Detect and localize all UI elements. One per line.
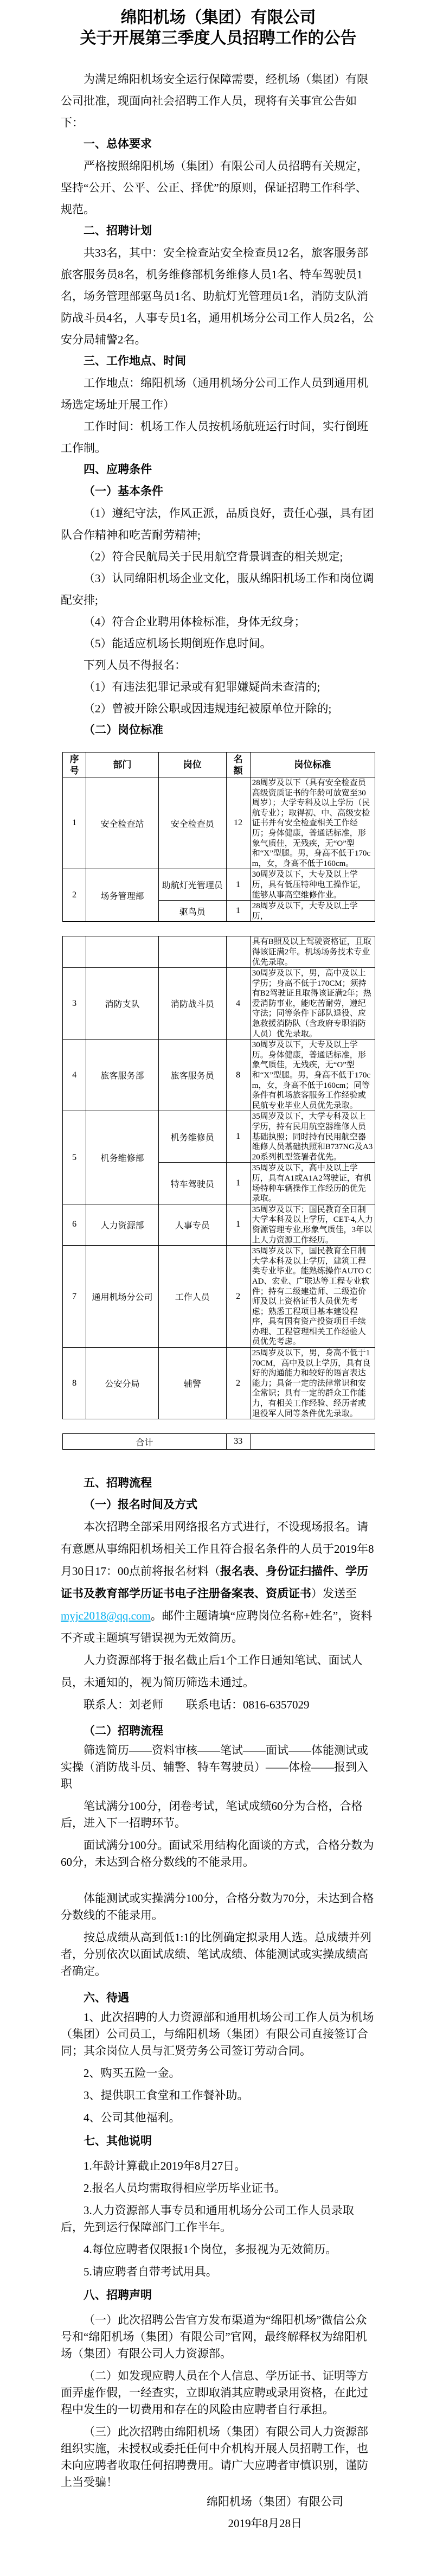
plan-paragraph: 共33名，其中：安全检查站安全检查员12名，旅客服务部旅客服务员8名，机务维修部机务维修人员1名、特车驾驶员1名，场务管理部驱鸟员1名、助航灯光管理员1名，消防支队消防战斗员4名，人事专员1名，通用机场分公司工作人员2名，公安分局辅警2名。: [61, 246, 374, 346]
statement-item: （一）此次招聘公告官方发布渠道为“绵阳机场”微信公众号和“绵阳机场（集团）有限公司”官网，最终解释权为绵阳机场（集团）有限公司人力资源部。: [61, 2313, 367, 2361]
table-row: [63, 1246, 375, 1348]
welfare-item: 2、购买五险一金。: [84, 2067, 181, 2080]
final-selection-paragraph: 按总成绩从高到低1:1的比例确定拟录用人选。总成绩并列者，分别依次以面试成绩、笔试成绩、体能测试或实操成绩高者确定。: [61, 1931, 371, 1978]
row-dept: 机务维修部: [86, 1111, 159, 1204]
row-standard: 30周岁及以下，大专及以上学历。身体健康，普通话标准，形象气质佳，无残疾，无“O”型和“X”型腿。男，身高不低于170cm，女，身高不低于160cm；同等条件有机场旅客服务工作经验或民航专业毕业人员优先录取。: [250, 1040, 375, 1111]
col-header-post: 岗位: [158, 753, 226, 777]
total-quota: 33: [226, 1434, 250, 1450]
row-no: 6: [63, 1204, 86, 1245]
row-no: 1: [63, 777, 86, 869]
intro-paragraph: 为满足绵阳机场安全运行保障需要，经机场（集团）有限公司批准，现面向社会招聘工作人员，现将有关事宜公告如下：: [61, 73, 368, 129]
row-no: 8: [63, 1348, 86, 1419]
row-standard: 具有B照及以上驾驶资格证，且取得该证满2年。机场场务技术专业优先录取。: [250, 936, 375, 968]
work-time-paragraph: 工作时间：机场工作人员按机场航班运行时间，实行倒班工作制。: [61, 420, 368, 455]
row-quota: 4: [226, 968, 250, 1040]
position-table-part1: [62, 752, 375, 922]
work-location-paragraph: 工作地点：绵阳机场（通用机场分公司工作人员到通用机场选定场址开展工作）: [61, 377, 368, 411]
not-allowed-item: （2）曾被开除公职或因违规违纪被原单位开除的;: [84, 702, 332, 715]
doc-title-line1: 绵阳机场（集团）有限公司: [120, 8, 316, 27]
row-post-empty: [158, 936, 226, 968]
heading-other-notes: 七、其他说明: [84, 2135, 152, 2148]
flow-steps-paragraph: 筛选简历——资料审核——笔试——面试——体能测试或实操（消防战斗员、辅警、特车驾驶员）——体检——报到入职: [61, 1744, 368, 1791]
row-post: 特车驾驶员: [158, 1163, 226, 1204]
row-standard: 28周岁及以下（具有安全检查员高级资质证书的年龄可放宽至30周岁）；大学专科及以上学历（民航专业）；取得初、中、高级安检证书并有安全检查相关工作经历；身体健康，普通话标准，形象气质佳，无残疾，无“O”型和“X”型腿。男，身高不低于170cm，女，身高不低于160cm。: [250, 777, 375, 869]
other-note-item: 5.请应聘者自带考试用具。: [84, 2265, 217, 2279]
other-note-item: 2.报名人员均需取得相应学历毕业证书。: [84, 2182, 286, 2195]
row-quota: 2: [226, 1348, 250, 1419]
table-row-continuation: [63, 936, 375, 968]
row-post: 消防战斗员: [158, 968, 226, 1040]
heading-flow: （二）招聘流程: [84, 1725, 163, 1738]
table-row: [63, 777, 375, 869]
welfare-item: 1、此次招聘的人力资源部和通用机场公司工作人员为机场（集团）公司员工，与绵阳机场（集团）有限公司直接签订合同；其余岗位人员与汇贤劳务公司签订劳动合同。: [61, 2011, 374, 2058]
basic-condition-item: （1）遵纪守法，作风正派，品质良好，责任心强，具有团队合作精神和吃苦耐劳精神;: [61, 507, 374, 541]
row-dept: 安全检查站: [86, 777, 159, 869]
written-test-paragraph: 笔试满分100分，闭卷考试，笔试成绩60分为合格，合格后，进入下一招聘环节。: [61, 1800, 363, 1830]
basic-condition-item: （3）认同绵阳机场企业文化，服从绵阳机场工作和岗位调配安排;: [61, 572, 374, 607]
row-post: 安全检查员: [158, 777, 226, 869]
not-allowed-intro: 下列人员不得报名：: [84, 659, 186, 672]
signature-company: 绵阳机场（集团）有限公司: [207, 2495, 343, 2509]
col-header-no: 序号: [63, 753, 86, 777]
row-dept: 人力资源部: [86, 1204, 159, 1245]
row-post: 机务维修员: [158, 1111, 226, 1163]
row-post: 旅客服务员: [158, 1040, 226, 1111]
table-header-row: [63, 753, 375, 777]
basic-condition-item: （2）符合民航局关于民用航空背景调查的相关规定;: [84, 550, 343, 563]
signup-paragraph: [61, 1516, 376, 1649]
heading-signup: （一）报名时间及方式: [84, 1499, 197, 1512]
overall-paragraph: 严格按照绵阳机场（集团）有限公司人员招聘有关规定，坚持“公开、公平、公正、择优”的原则，保证招聘工作科学、规范。: [61, 160, 368, 216]
row-standard: 35周岁及以下，高中及以上学历，具有A1或A1A2驾驶证，有机场特种车辆操作工作经历的优先录取。: [250, 1163, 375, 1204]
row-dept: 场务管理部: [86, 869, 159, 922]
heading-statement: 八、招聘声明: [84, 2289, 152, 2302]
row-standard: 35周岁及以下，大学专科及以上学历，持有民用航空器维修人员基础执照；同时持有民用航空器维修人员基础执照和B737NG及A320系列机型签署者优先。: [250, 1111, 375, 1163]
row-standard: 30周岁及以下，大专及以上学历，具有低压特种电工操作证，能够从事高空维修作业。: [250, 869, 375, 901]
other-note-item: 4.每位应聘者仅限报1个岗位，多报视为无效简历。: [84, 2243, 337, 2256]
row-quota: 8: [226, 1040, 250, 1111]
doc-title-line2: 关于开展第三季度人员招聘工作的公告: [80, 29, 357, 48]
table-row: [63, 1040, 375, 1111]
total-label: 合计: [63, 1434, 227, 1450]
col-header-dept: 部门: [86, 753, 159, 777]
row-standard: 28周岁及以下，大专及以上学历，: [250, 901, 375, 922]
row-dept: 公安分局: [86, 1348, 159, 1419]
row-post: 助航灯光管理员: [158, 869, 226, 901]
table-total-row: [63, 1434, 375, 1450]
signup-materials-bold: 报名表、身份证扫描件、学历证书及教育部学历证书电子注册备案表、资质证书: [61, 1565, 368, 1601]
col-header-quota: 名额: [226, 753, 250, 777]
basic-condition-item: （5）能适应机场长期倒班作息时间。: [84, 637, 272, 650]
statement-item: （二）如发现应聘人员在个人信息、学历证书、证明等方面弄虚作假，一经查实，立即取消其应聘或录用资格，在此过程中发生的一切费用和存在的风险由应聘者自行承担。: [61, 2369, 368, 2416]
row-standard: 35周岁及以下，国民教育全日制大学本科及以上学历，建筑工程类专业毕业。能熟练操作AUTO CAD、宏业、广联达等工程专业软件；持有二级建造师、二级造价师及以上资格证书人员优先考虑；熟悉工程项目基本建设程序，具有国有资产投资项目手续办理、工程管理相关工作经验人员优先考虑。: [250, 1246, 375, 1348]
not-allowed-item: （1）有违法犯罪记录或有犯罪嫌疑尚未查清的;: [84, 680, 320, 693]
basic-condition-item: （4）符合企业聘用体检标准，身体无纹身；: [84, 615, 306, 628]
row-post: 工作人员: [158, 1246, 226, 1348]
total-standard-empty: [250, 1434, 375, 1450]
row-post: 人事专员: [158, 1204, 226, 1245]
signature-date: 2019年8月28日: [228, 2517, 302, 2530]
heading-location: 三、工作地点、时间: [84, 355, 186, 367]
welfare-item: 3、提供职工食堂和工作餐补助。: [84, 2089, 249, 2102]
row-standard: 25周岁及以下，男，身高不低于170CM，高中及以上学历，具有良好的沟通能力和较好的语言表达能力；具备一定的法律常识和安全常识；具有一定的群众工作能力，有相关工作经验、经历者或退役军人同等条件优先录取。: [250, 1348, 375, 1419]
row-no-empty: [63, 936, 86, 968]
row-post: 辅警: [158, 1348, 226, 1419]
table-row: [63, 1111, 375, 1163]
contact-line: 联系人：刘老师 联系电话：0816-6357029: [84, 1698, 310, 1712]
row-dept-empty: [86, 936, 159, 968]
row-quota: 1: [226, 901, 250, 922]
interview-paragraph: 面试满分100分。面试采用结构化面谈的方式，合格分数为60分，未达到合格分数线的不能录用。: [61, 1839, 374, 1869]
row-post: 驱鸟员: [158, 901, 226, 922]
row-quota: 1: [226, 869, 250, 901]
table-row: [63, 1204, 375, 1245]
heading-recruit-process: 五、招聘流程: [84, 1477, 152, 1490]
heading-post-standards: （二）岗位标准: [84, 724, 163, 736]
table-row: [63, 869, 375, 901]
row-no: 5: [63, 1111, 86, 1204]
row-dept: 旅客服务部: [86, 1040, 159, 1111]
signup-text-pre: 本次招聘全部采用网络报名方式进行，不设现场报名。请有意愿从事绵阳机场相关工作且符合报名条件的人员于2019年8月30日17：00点前将报名材料（: [61, 1520, 374, 1578]
signup-text-mid: ）发送至: [311, 1587, 357, 1601]
row-no: 4: [63, 1040, 86, 1111]
heading-overall: 一、总体要求: [84, 138, 152, 150]
row-no: 3: [63, 968, 86, 1040]
row-quota: 12: [226, 777, 250, 869]
heading-basic-conditions: （一）基本条件: [84, 485, 163, 498]
row-quota: 1: [226, 1163, 250, 1204]
welfare-item: 4、公司其他福利。: [84, 2111, 181, 2125]
heading-conditions: 四、应聘条件: [84, 463, 152, 476]
row-no: 2: [63, 869, 86, 922]
signup-text-post: 。邮件主题请填“应聘岗位名称+姓名”，资料不齐或主题填写错误视为无效简历。: [61, 1609, 373, 1645]
row-no: 7: [63, 1246, 86, 1348]
row-quota: 2: [226, 1246, 250, 1348]
row-quota: 1: [226, 1111, 250, 1163]
col-header-standard: 岗位标准: [250, 753, 375, 777]
table-row: [63, 968, 375, 1040]
heading-welfare: 六、待遇: [84, 1992, 129, 2005]
physical-test-paragraph: 体能测试或实操满分100分，合格分数为70分，未达到合格分数线的不能录用。: [61, 1892, 374, 1922]
other-note-item: 3.人力资源部人事专员和通用机场分公司工作人员录取后，先到运行保障部门工作半年。: [61, 2204, 354, 2234]
statement-item: （三）此次招聘由绵阳机场（集团）有限公司人力资源部组织实施，未授权或委托任何中介机构开展人员招聘工作，也未向应聘者收取任何招聘费用。请广大应聘者审慎识别，谨防上当受骗！: [61, 2425, 368, 2489]
row-quota: 1: [226, 1204, 250, 1245]
doc-title: [61, 8, 376, 49]
row-standard: 35周岁及以下；国民教育全日制大学本科及以上学历，CET-4,人力资源管理专业,形象气质佳，3年以上人力资源工作经历。: [250, 1204, 375, 1245]
other-note-item: 1.年龄计算截止2019年8月27日。: [84, 2159, 246, 2173]
table-row: [63, 1348, 375, 1419]
notify-paragraph: 人力资源部将于报名截止后1个工作日通知笔试、面试人员，未通知的，视为简历筛选未通过。: [61, 1654, 363, 1689]
signup-email-link[interactable]: myjc2018@qq.com: [61, 1609, 151, 1623]
position-table-total: [62, 1433, 375, 1450]
row-quota-empty: [226, 936, 250, 968]
heading-plan: 二、招聘计划: [84, 225, 152, 237]
row-dept: 通用机场分公司: [86, 1246, 159, 1348]
row-standard: 30周岁及以下，男，高中及以上学历；身高不低于170CM；须持有B2驾驶证且取得该证满2年；热爱消防事业，能吃苦耐劳，遵纪守法；同等条件下部队退役、应急救援消防队（含政府专职消防人员）优先录取。: [250, 968, 375, 1040]
row-dept: 消防支队: [86, 968, 159, 1040]
position-table-part2: [62, 936, 375, 1419]
